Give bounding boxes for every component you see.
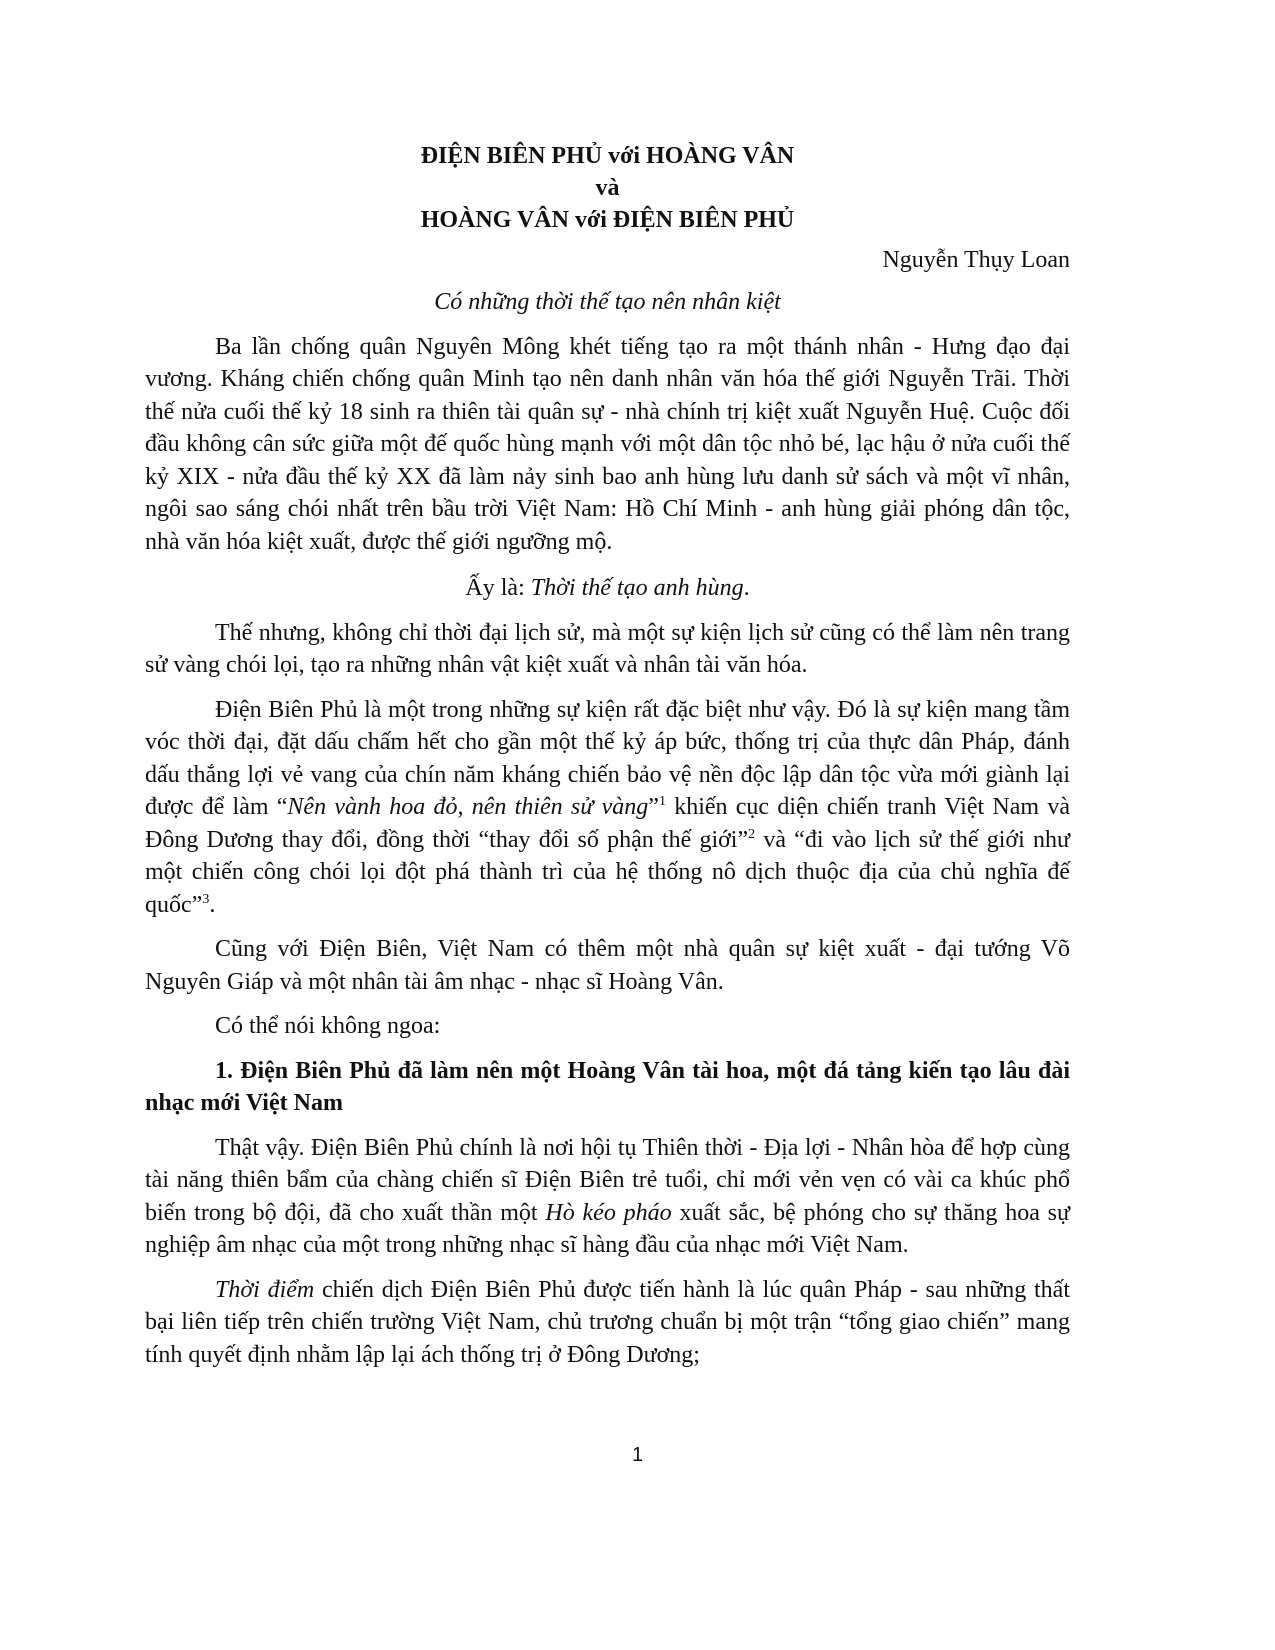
paragraph-6-part-a: Thật vậy. Điện Biên Phủ chính là nơi hội tụ Thiên thời - Địa lợi - Nhân hòa để hợp cùng tài năng thiên bẩm của chàng chiến sĩ Điện Biên trẻ tuổi, chỉ mới vẻn vẹn có vài ca khúc phổ biến trong bộ đội, đã cho xuất thần một — [145, 1134, 1070, 1226]
author-name: Nguyễn Thụy Loan — [882, 247, 1070, 273]
paragraph-6 — [145, 1132, 1070, 1262]
page-content — [145, 140, 1070, 1371]
paragraph-3-quote: Nên vành hoa đỏ, nên thiên sử vàng — [287, 794, 649, 820]
title-line-2: và — [595, 175, 620, 201]
ay-la-italic: Thời thế tạo anh hùng — [530, 575, 744, 601]
ay-la-prefix: Ấy là: — [465, 575, 531, 601]
title-line-3: HOÀNG VÂN với ĐIỆN BIÊN PHỦ — [420, 207, 795, 233]
paragraph-3-part-c: khiến cục diện chiến tranh Việt Nam và Đông Dương thay đổi, đồng thời “thay đổi số phận thế giới” — [145, 794, 1070, 853]
paragraph-3-part-e: . — [209, 891, 216, 918]
paragraph-3-part-a: Điện Biên Phủ là một trong những sự kiện rất đặc biệt như vậy. Đó là sự kiện mang tầm vóc thời đại, đặt dấu chấm hết cho gần một thế kỷ áp bức, thống trị của thực dân Pháp, đánh dấu thắng lợi vẻ vang của chín năm kháng chiến bảo vệ nền độc lập dân tộc vừa mới giành lại được để làm “ — [145, 696, 1070, 820]
paragraph-7 — [145, 1274, 1070, 1372]
ay-la-line — [145, 572, 1070, 605]
paragraph-1: Ba lần chống quân Nguyên Mông khét tiếng tạo ra một thánh nhân - Hưng đạo đại vương. Kháng chiến chống quân Minh tạo nên danh nhân văn hóa thế giới Nguyễn Trãi. Thời thế nửa cuối thế kỷ 18 sinh ra thiên tài quân sự - nhà chính trị kiệt xuất Nguyễn Huệ. Cuộc đối đầu không cân sức giữa một đế quốc hùng mạnh với một dân tộc nhỏ bé, lạc hậu ở nửa cuối thế kỷ XIX - nửa đầu thế kỷ XX đã làm nảy sinh bao anh hùng lưu danh sử sách và một vĩ nhân, ngôi sao sáng chói nhất trên bầu trời Việt Nam: Hồ Chí Minh - anh hùng giải phóng dân tộc, nhà văn hóa kiệt xuất, được thế giới ngưỡng mộ. — [145, 333, 1070, 555]
paragraph-6-part-b: xuất sắc, bệ phóng cho sự thăng hoa sự nghiệp âm nhạc của một trong những nhạc sĩ hàng đầu của nhạc mới Việt Nam. — [145, 1199, 1071, 1258]
ay-la-suffix: . — [743, 575, 750, 601]
footnote-ref-2[interactable]: 2 — [748, 826, 756, 842]
footnote-ref-1[interactable]: 1 — [658, 794, 666, 809]
page-number: 1 — [631, 1444, 644, 1466]
paragraph-5: Có thể nói không ngoa: — [215, 1013, 441, 1039]
epigraph: Có những thời thế tạo nên nhân kiệt — [434, 289, 781, 315]
paragraph-6-song-title: Hò kéo pháo — [545, 1199, 672, 1226]
paragraph-2: Thế nhưng, không chỉ thời đại lịch sử, mà một sự kiện lịch sử cũng có thể làm nên trang sử vàng chói lọi, tạo ra những nhân vật kiệt xuất và nhân tài văn hóa. — [145, 619, 1070, 678]
paragraph-7-italic: Thời điểm — [215, 1276, 315, 1303]
footnote-ref-3[interactable]: 3 — [202, 891, 210, 907]
paragraph-3 — [145, 694, 1070, 922]
paragraph-3-part-b: ” — [648, 794, 659, 820]
title-line-1: ĐIỆN BIÊN PHỦ với HOÀNG VÂN — [420, 143, 795, 169]
paragraph-3-part-d: và “đi vào lịch sử thế giới như một chiến công chói lọi đột phá thành trì của hệ thống nô dịch thuộc địa của chủ nghĩa đế quốc” — [145, 826, 1070, 918]
section-heading-1: 1. Điện Biên Phủ đã làm nên một Hoàng Vân tài hoa, một đá tảng kiến tạo lâu đài nhạc mới Việt Nam — [145, 1057, 1070, 1116]
paragraph-4: Cũng với Điện Biên, Việt Nam có thêm một nhà quân sự kiệt xuất - đại tướng Võ Nguyên Giáp và một nhân tài âm nhạc - nhạc sĩ Hoàng Vân. — [145, 936, 1070, 995]
paragraph-7-part-b: chiến dịch Điện Biên Phủ được tiến hành là lúc quân Pháp - sau những thất bại liên tiếp trên chiến trường Việt Nam, chủ trương chuẩn bị một trận “tổng giao chiến” mang tính quyết định nhằm lập lại ách thống trị ở Đông Dương; — [145, 1276, 1071, 1368]
